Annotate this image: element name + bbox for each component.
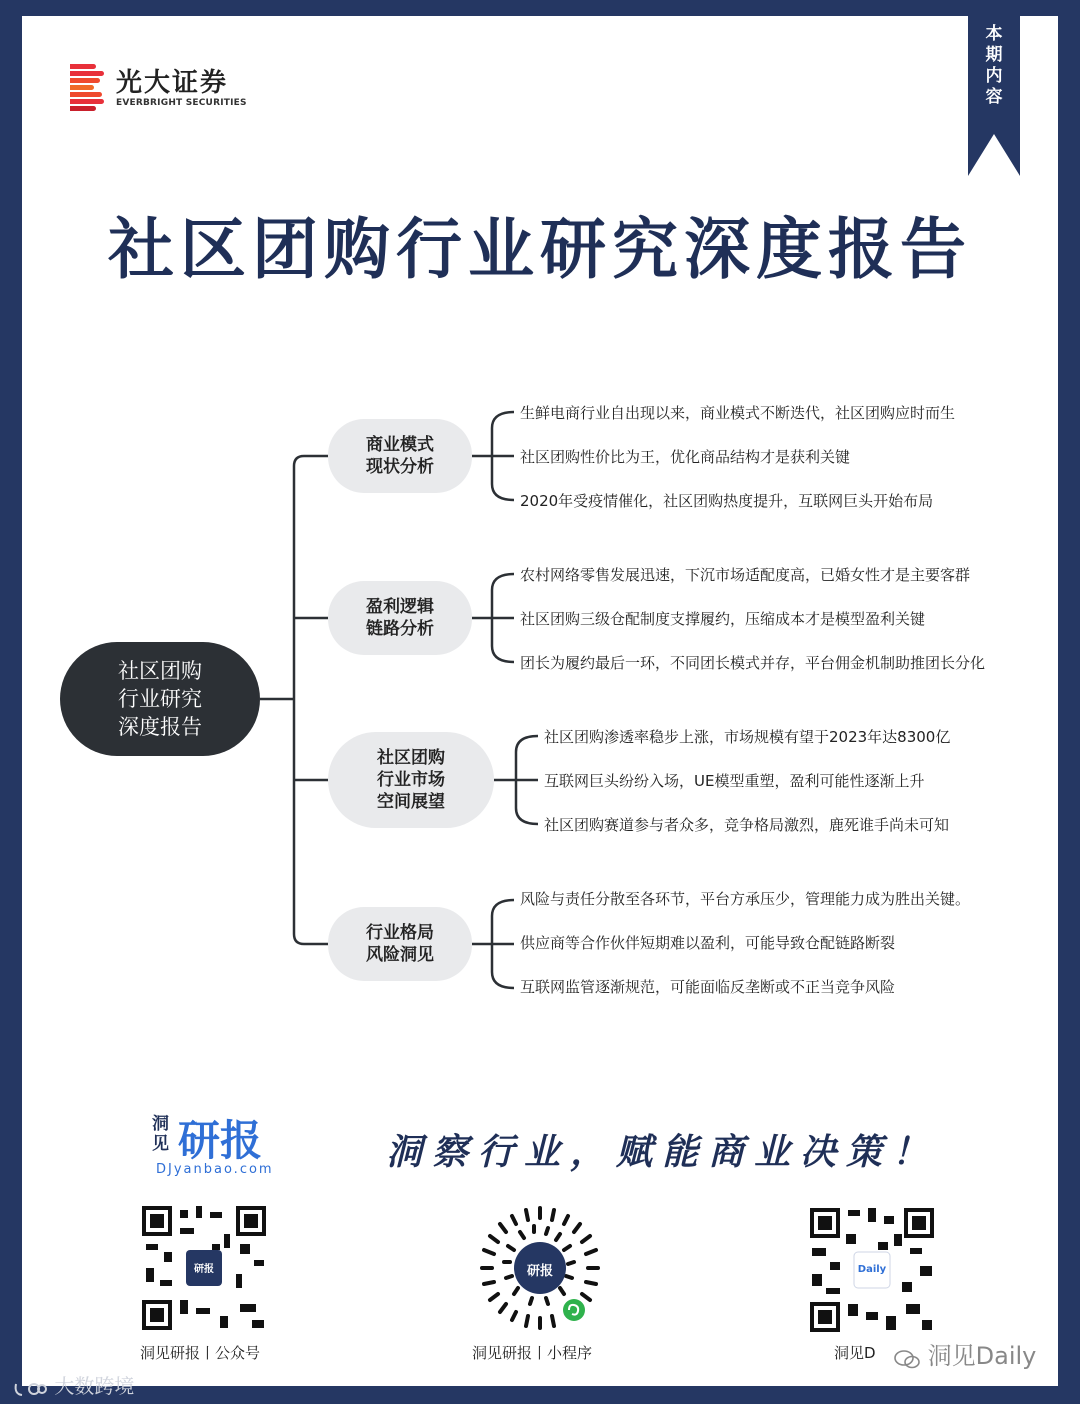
leaf-text: 供应商等合作伙伴短期难以盈利，可能导致仓配链路断裂 bbox=[520, 934, 896, 952]
leaf-text: 社区团购性价比为王，优化商品结构才是获利关键 bbox=[520, 448, 851, 466]
leaf-text: 风险与责任分散至各环节，平台方承压少，管理能力成为胜出关键。 bbox=[520, 890, 971, 908]
branch-label: 行业格局 bbox=[366, 923, 434, 943]
branch-label: 现状分析 bbox=[366, 457, 434, 477]
dj-logo-big: 研报 bbox=[178, 1116, 263, 1165]
poster-page bbox=[22, 16, 1058, 1386]
brand-name-en: EVERBRIGHT SECURITIES bbox=[116, 98, 247, 108]
watermark-logo-icon bbox=[12, 1379, 48, 1397]
leaf-text: 团长为履约最后一环，不同团长模式并存，平台佣金机制助推团长分化 bbox=[520, 654, 986, 672]
qr-caption: 洞见D bbox=[834, 1344, 876, 1362]
watermark-right bbox=[894, 1336, 1036, 1371]
ribbon-char: 容 bbox=[985, 87, 1003, 107]
qr-caption: 洞见研报丨公众号 bbox=[140, 1344, 261, 1362]
branch-label: 商业模式 bbox=[366, 435, 434, 455]
watermark-left-text: 大数跨境 bbox=[54, 1374, 135, 1398]
qr-code-mini-program bbox=[474, 1202, 606, 1334]
branch-market-outlook bbox=[328, 732, 494, 828]
qr-center-label: 研报 bbox=[194, 1264, 214, 1275]
root-line: 行业研究 bbox=[118, 687, 202, 711]
branch-label: 风险洞见 bbox=[366, 945, 434, 965]
leaf-text: 农村网络零售发展迅速，下沉市场适配度高，已婚女性才是主要客群 bbox=[520, 566, 971, 584]
root-line: 社区团购 bbox=[118, 659, 202, 683]
qr-code-official-account bbox=[140, 1204, 268, 1332]
watermark-right-text: 洞见Daily bbox=[927, 1342, 1037, 1370]
ribbon-char: 本 bbox=[985, 24, 1003, 44]
qr-code-daily bbox=[808, 1206, 936, 1334]
dj-logo-url: DJyanbao.com bbox=[156, 1162, 274, 1177]
ribbon-char: 期 bbox=[985, 45, 1003, 65]
ribbon-char: 内 bbox=[985, 66, 1003, 86]
watermark-left bbox=[12, 1370, 134, 1399]
brand-name-cn: 光大证券 bbox=[116, 68, 229, 98]
leaf-text: 社区团购三级仓配制度支撑履约，压缩成本才是模型盈利关键 bbox=[520, 610, 926, 628]
slogan: 洞察行业，赋能商业决策！ bbox=[386, 1132, 939, 1173]
root-line: 深度报告 bbox=[118, 715, 202, 739]
page-title: 社区团购行业研究深度报告 bbox=[108, 211, 972, 288]
qr-caption: 洞见研报丨小程序 bbox=[472, 1344, 593, 1362]
branch-label: 盈利逻辑 bbox=[366, 597, 434, 617]
branch-profit-logic bbox=[328, 581, 472, 655]
branch-label: 行业市场 bbox=[377, 770, 445, 790]
qr-center-label: 研报 bbox=[526, 1264, 553, 1279]
leaf-text: 互联网监管逐渐规范，可能面临反垄断或不正当竞争风险 bbox=[520, 978, 896, 996]
branch-label: 链路分析 bbox=[366, 619, 434, 639]
leaf-text: 社区团购赛道参与者众多，竞争格局激烈，鹿死谁手尚未可知 bbox=[544, 816, 950, 834]
branch-label: 空间展望 bbox=[377, 792, 445, 812]
dj-logo-small: 洞见 bbox=[152, 1114, 169, 1154]
wechat-icon bbox=[894, 1347, 920, 1367]
qr-center-label: Daily bbox=[857, 1264, 887, 1275]
mindmap-root bbox=[60, 642, 260, 756]
branch-business-model bbox=[328, 419, 472, 493]
leaf-text: 社区团购渗透率稳步上涨，市场规模有望于2023年达8300亿 bbox=[544, 728, 951, 746]
leaf-text: 2020年受疫情催化，社区团购热度提升，互联网巨头开始布局 bbox=[520, 492, 934, 510]
leaf-text: 生鲜电商行业自出现以来，商业模式不断迭代，社区团购应时而生 bbox=[520, 404, 956, 422]
branch-risk-insight bbox=[328, 907, 472, 981]
branch-label: 社区团购 bbox=[377, 748, 445, 768]
leaf-text: 互联网巨头纷纷入场，UE模型重塑，盈利可能性逐渐上升 bbox=[544, 772, 925, 790]
